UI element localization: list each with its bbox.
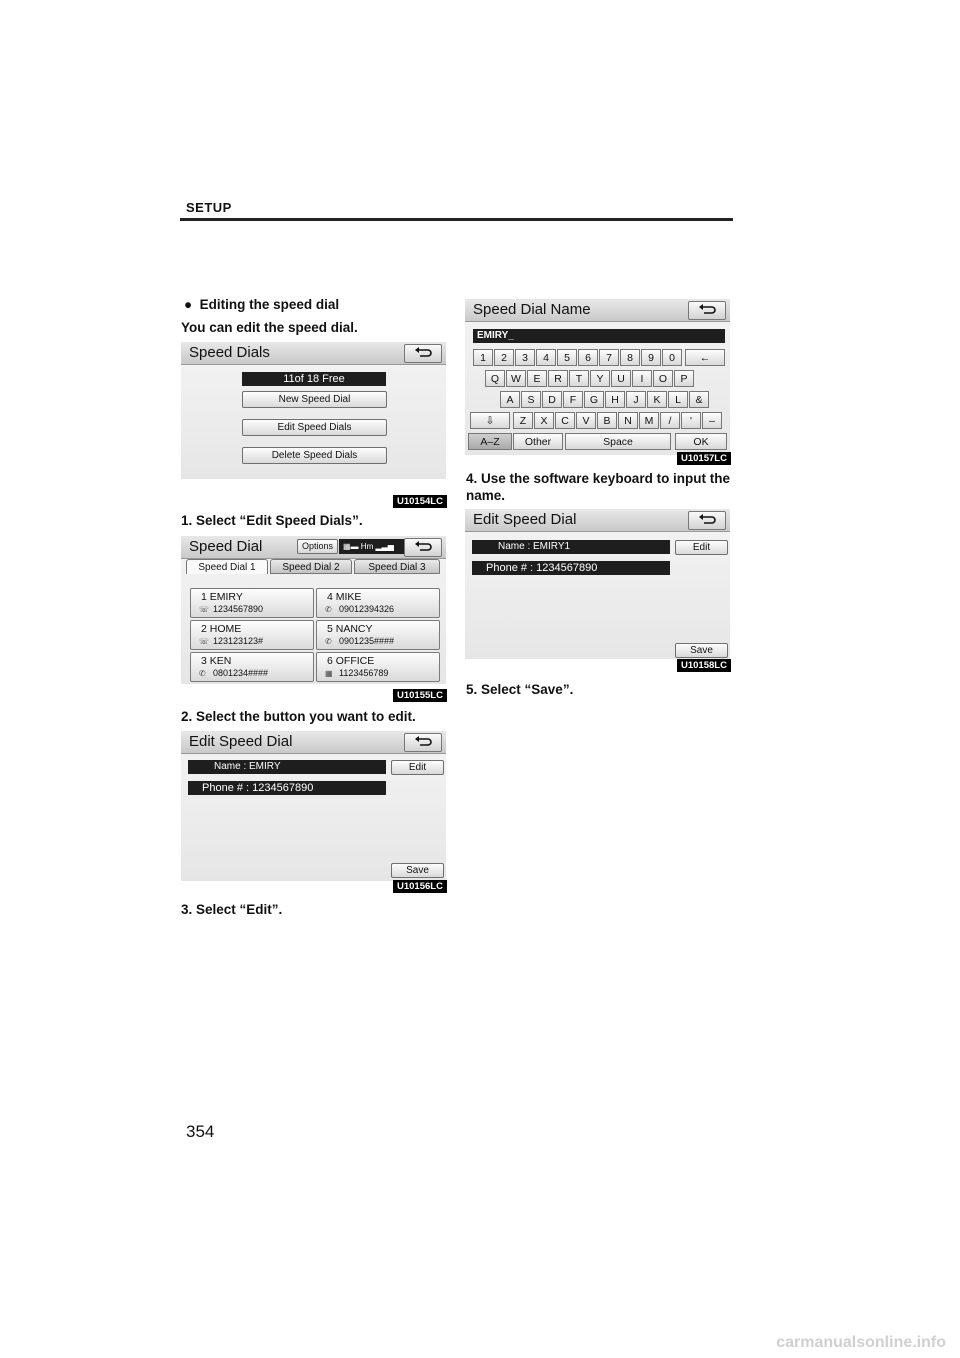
key[interactable]: P — [674, 370, 694, 387]
entry-number: 1123456789 — [339, 668, 389, 678]
edit-speed-dials-button[interactable]: Edit Speed Dials — [242, 419, 387, 436]
phone-field: Phone # : 1234567890 — [188, 781, 386, 795]
title-bar — [181, 342, 446, 365]
key[interactable]: Q — [485, 370, 505, 387]
speed-dial-entry[interactable] — [316, 652, 440, 682]
speed-dial-entry[interactable] — [316, 588, 440, 618]
status-text: Hm — [360, 542, 374, 551]
step-4: 4. Use the software keyboard to input the name. — [466, 471, 731, 503]
screen-title: Edit Speed Dial — [189, 733, 293, 750]
office-phone-icon: ▦ — [325, 669, 333, 678]
back-button[interactable] — [404, 733, 442, 752]
key[interactable]: Z — [513, 412, 533, 429]
back-button[interactable] — [404, 344, 442, 363]
back-arrow-icon — [414, 736, 432, 748]
header-rule — [180, 218, 733, 221]
entry-label: 1 EMIRY — [201, 591, 243, 603]
back-arrow-icon — [414, 347, 432, 359]
title-bar — [181, 536, 446, 559]
image-code: U10156LC — [393, 880, 447, 893]
ok-key[interactable]: OK — [675, 433, 727, 450]
key[interactable]: 8 — [620, 349, 640, 366]
image-code: U10158LC — [677, 659, 731, 672]
edit-speed-dial-screen-2 — [465, 509, 730, 659]
tab-speed-dial-2[interactable]: Speed Dial 2 — [270, 559, 352, 574]
entry-label: 4 MIKE — [327, 591, 362, 603]
save-button[interactable]: Save — [675, 643, 728, 658]
key[interactable]: 5 — [557, 349, 577, 366]
key[interactable]: N — [618, 412, 638, 429]
key[interactable]: O — [653, 370, 673, 387]
back-arrow-icon — [698, 514, 716, 526]
options-button[interactable]: Options — [297, 539, 338, 554]
title-bar — [181, 731, 446, 754]
a-z-mode-key[interactable]: A–Z — [468, 433, 512, 450]
back-button[interactable] — [688, 511, 726, 530]
screen-title: Speed Dial Name — [473, 301, 591, 318]
status-indicator — [339, 539, 405, 554]
key[interactable]: U — [611, 370, 631, 387]
name-field: Name : EMIRY1 — [472, 540, 670, 554]
edit-button[interactable]: Edit — [675, 540, 728, 555]
entry-number: 0901235#### — [339, 636, 395, 646]
home-phone-icon: ☏ — [199, 605, 210, 614]
speed-dial-entry[interactable] — [316, 620, 440, 650]
tab-speed-dial-3[interactable]: Speed Dial 3 — [354, 559, 440, 574]
key[interactable]: M — [639, 412, 659, 429]
key[interactable]: T — [569, 370, 589, 387]
title-bar — [465, 299, 730, 322]
save-button[interactable]: Save — [391, 863, 444, 878]
key[interactable]: G — [584, 391, 604, 408]
key[interactable]: ' — [681, 412, 701, 429]
key[interactable]: B — [597, 412, 617, 429]
mobile-phone-icon: ✆ — [199, 669, 206, 678]
key[interactable]: K — [647, 391, 667, 408]
key[interactable]: 0 — [662, 349, 682, 366]
key[interactable]: Y — [590, 370, 610, 387]
edit-speed-dial-screen — [181, 731, 446, 881]
home-phone-icon: ☏ — [199, 637, 210, 646]
watermark: carmanualsonline.info — [776, 1334, 946, 1351]
screen-title: Speed Dial — [189, 538, 263, 555]
entry-number: 0801234#### — [213, 668, 269, 678]
key[interactable]: R — [548, 370, 568, 387]
entry-label: 6 OFFICE — [327, 655, 375, 667]
key[interactable]: F — [563, 391, 583, 408]
step-3: 3. Select “Edit”. — [181, 902, 283, 917]
step-2: 2. Select the button you want to edit. — [181, 709, 416, 724]
key[interactable]: 6 — [578, 349, 598, 366]
phone-status-icon: ▦▬ — [343, 542, 359, 551]
key[interactable]: E — [527, 370, 547, 387]
title-bar — [465, 509, 730, 532]
bullet: ● — [184, 297, 193, 312]
key[interactable]: I — [632, 370, 652, 387]
tab-speed-dial-1[interactable]: Speed Dial 1 — [186, 559, 268, 574]
intro-heading — [184, 296, 339, 313]
key[interactable]: – — [702, 412, 722, 429]
speed-dials-screen — [181, 342, 446, 479]
image-code: U10157LC — [677, 452, 731, 465]
new-speed-dial-button[interactable]: New Speed Dial — [242, 391, 387, 408]
phone-field: Phone # : 1234567890 — [472, 561, 670, 575]
back-arrow-icon — [414, 541, 432, 553]
key[interactable]: X — [534, 412, 554, 429]
speed-dial-name-screen — [465, 299, 730, 455]
key[interactable]: / — [660, 412, 680, 429]
key[interactable]: 2 — [494, 349, 514, 366]
back-button[interactable] — [688, 301, 726, 320]
free-counter: 11of 18 Free — [242, 372, 386, 386]
intro-text: You can edit the speed dial. — [181, 320, 358, 335]
image-code: U10155LC — [393, 689, 447, 702]
space-key[interactable]: Space — [565, 433, 671, 450]
key[interactable]: S — [521, 391, 541, 408]
step-1: 1. Select “Edit Speed Dials”. — [181, 513, 363, 528]
entry-number: 123123123# — [213, 636, 264, 646]
entry-number: 1234567890 — [213, 604, 264, 614]
entry-label: 5 NANCY — [327, 623, 373, 635]
delete-speed-dials-button[interactable]: Delete Speed Dials — [242, 447, 387, 464]
key[interactable]: D — [542, 391, 562, 408]
intro-heading-text: Editing the speed dial — [199, 297, 340, 312]
key[interactable]: A — [500, 391, 520, 408]
key[interactable]: V — [576, 412, 596, 429]
step-5: 5. Select “Save”. — [466, 682, 574, 697]
entry-number: 09012394326 — [339, 604, 395, 614]
page-number: 354 — [186, 1122, 215, 1141]
speed-dial-entry[interactable] — [190, 588, 314, 618]
section-header: SETUP — [186, 200, 232, 215]
mobile-phone-icon: ✆ — [325, 637, 332, 646]
key[interactable]: & — [689, 391, 709, 408]
signal-icon: ▂▃▅ — [375, 542, 394, 551]
key[interactable]: 4 — [536, 349, 556, 366]
entry-label: 2 HOME — [201, 623, 242, 635]
key[interactable]: 9 — [641, 349, 661, 366]
speed-dial-entry[interactable] — [190, 620, 314, 650]
screen-title: Speed Dials — [189, 344, 270, 361]
key[interactable]: H — [605, 391, 625, 408]
screen-title: Edit Speed Dial — [473, 511, 577, 528]
key[interactable]: 7 — [599, 349, 619, 366]
speed-dial-screen — [181, 536, 446, 684]
backspace-key[interactable]: ← — [685, 349, 725, 366]
back-arrow-icon — [698, 304, 716, 316]
entry-label: 3 KEN — [201, 655, 232, 667]
mobile-phone-icon: ✆ — [325, 605, 332, 614]
key[interactable]: J — [626, 391, 646, 408]
name-input[interactable]: EMIRY_ — [473, 329, 725, 343]
key[interactable]: W — [506, 370, 526, 387]
other-mode-key[interactable]: Other — [513, 433, 563, 450]
back-button[interactable] — [404, 538, 442, 557]
name-field: Name : EMIRY — [188, 760, 386, 774]
key[interactable]: L — [668, 391, 688, 408]
speed-dial-entry[interactable] — [190, 652, 314, 682]
key[interactable]: 1 — [473, 349, 493, 366]
key[interactable]: C — [555, 412, 575, 429]
key[interactable]: 3 — [515, 349, 535, 366]
image-code: U10154LC — [393, 495, 447, 508]
shift-key[interactable]: ⇩ — [470, 412, 510, 429]
edit-button[interactable]: Edit — [391, 760, 444, 775]
